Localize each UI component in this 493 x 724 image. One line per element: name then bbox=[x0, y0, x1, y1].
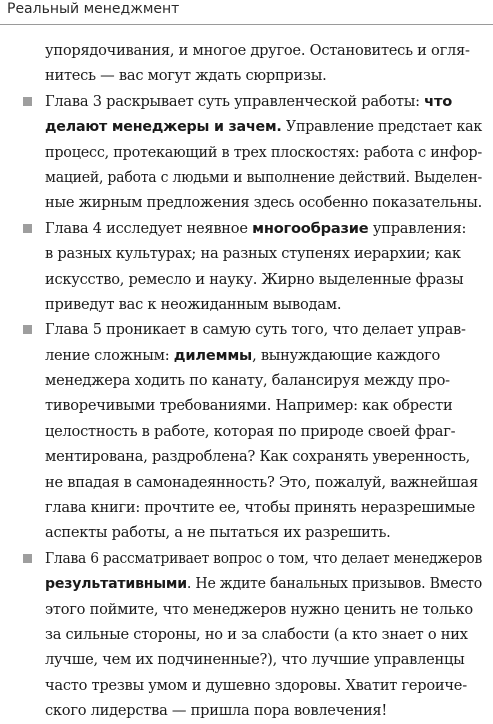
line-content bbox=[45, 165, 482, 190]
line-content bbox=[45, 93, 452, 110]
text-run: в разных культурах; на разных ступенях иерархии; как bbox=[45, 245, 461, 263]
text-line bbox=[0, 317, 493, 342]
text-run: тиворечивыми требованиями. Например: как обрести bbox=[45, 397, 453, 415]
line-content bbox=[45, 651, 465, 668]
text-run: ментирована, раздроблена? Как сохранять уверенность, bbox=[45, 448, 471, 466]
text-run: Глава 4 исследует неявное bbox=[45, 219, 253, 237]
text-line bbox=[0, 597, 493, 622]
running-head: Реальный менеджмент bbox=[7, 1, 180, 17]
text-run: упорядочивания, и многое другое. Остановитесь и огля- bbox=[45, 42, 470, 59]
text-run: лучше, чем их подчиненные?), что лучшие управленцы bbox=[45, 651, 465, 669]
text-line bbox=[0, 520, 493, 545]
bullet-square-icon bbox=[23, 325, 32, 334]
text-line bbox=[0, 368, 493, 393]
text-run: . Не ждите банальных призывов. Вместо bbox=[186, 575, 483, 593]
text-line bbox=[0, 673, 493, 698]
line-content bbox=[45, 601, 473, 618]
text-line bbox=[0, 495, 493, 520]
text-run: Глава 3 раскрывает суть управленческой работы: bbox=[45, 92, 425, 110]
text-line bbox=[0, 63, 493, 88]
text-run: Глава 6 рассматривает вопрос о том, что делает менеджеров bbox=[45, 549, 482, 567]
text-run: аспекты работы, а не пытаться их разрешить. bbox=[45, 524, 391, 542]
text-run: за сильные стороны, но и за слабости (а кто знает о них bbox=[45, 625, 468, 643]
text-line bbox=[0, 292, 493, 317]
text-line bbox=[0, 444, 493, 469]
bullet-square-icon bbox=[23, 554, 32, 563]
bullet-square-icon bbox=[23, 224, 32, 233]
text-line bbox=[0, 571, 493, 596]
text-line bbox=[0, 698, 493, 723]
line-content bbox=[45, 474, 478, 491]
text-run: менеджера ходить по канату, балансируя между про- bbox=[45, 372, 450, 390]
line-content bbox=[45, 42, 470, 59]
text-line bbox=[0, 216, 493, 241]
text-line bbox=[0, 241, 493, 266]
line-content bbox=[45, 546, 482, 571]
line-content bbox=[45, 626, 468, 643]
bold-phrase: дилеммы bbox=[173, 346, 253, 364]
text-line bbox=[0, 190, 493, 215]
header-rule bbox=[0, 24, 493, 25]
text-line bbox=[0, 89, 493, 114]
line-content bbox=[45, 296, 341, 313]
bold-phrase: делают менеджеры и зачем. bbox=[45, 118, 282, 136]
text-line bbox=[0, 622, 493, 647]
line-content bbox=[45, 347, 440, 364]
text-run: , вынуждающие каждого bbox=[252, 346, 441, 364]
text-line bbox=[0, 393, 493, 418]
text-run: управления: bbox=[368, 219, 467, 237]
line-content bbox=[45, 372, 450, 389]
text-run: целостность в работе, которая по природе своей фраг- bbox=[45, 422, 456, 440]
line-content bbox=[45, 321, 466, 338]
bold-phrase: многообразие bbox=[252, 219, 369, 237]
text-line bbox=[0, 165, 493, 190]
text-line bbox=[0, 470, 493, 495]
text-run: ление сложным: bbox=[45, 346, 174, 364]
line-content bbox=[45, 423, 455, 440]
text-line bbox=[0, 38, 493, 63]
text-line bbox=[0, 140, 493, 165]
text-run: процесс, протекающий в трех плоскостях: работа с инфор- bbox=[45, 143, 482, 161]
line-content bbox=[45, 677, 467, 694]
line-content bbox=[45, 190, 482, 215]
text-run: не впадая в самонадеянность? Это, пожалуй, важнейшая bbox=[45, 473, 478, 491]
line-content bbox=[45, 67, 326, 84]
bold-phrase: результативными bbox=[45, 575, 187, 593]
text-line bbox=[0, 114, 493, 139]
line-content bbox=[45, 499, 475, 516]
line-content bbox=[45, 448, 470, 465]
text-run: мацией, работа с людьми и выполнение действий. Выделен- bbox=[45, 168, 482, 186]
line-content bbox=[45, 524, 391, 541]
body-text bbox=[0, 38, 493, 724]
text-line bbox=[0, 419, 493, 444]
text-run: этого поймите, что менеджеров нужно ценить не только bbox=[45, 600, 473, 618]
line-content bbox=[45, 114, 482, 139]
text-line bbox=[0, 546, 493, 571]
text-run: часто трезвы умом и душевно здоровы. Хватит героиче- bbox=[45, 676, 467, 694]
line-content bbox=[45, 702, 387, 719]
line-content bbox=[45, 271, 463, 288]
text-run: ского лидерства — пришла пора вовлечения! bbox=[45, 702, 388, 720]
line-content bbox=[45, 140, 482, 165]
line-content bbox=[45, 571, 482, 596]
text-run: ные жирным предложения здесь особенно показательны. bbox=[45, 194, 482, 212]
bullet-square-icon bbox=[23, 97, 32, 106]
text-run: нитесь — вас могут ждать сюрпризы. bbox=[45, 67, 327, 85]
bold-phrase: что bbox=[424, 92, 453, 110]
text-run: искусство, ремесло и науку. Жирно выделенные фразы bbox=[45, 270, 464, 288]
line-content bbox=[45, 397, 452, 414]
text-run: Глава 5 проникает в самую суть того, что делает управ- bbox=[45, 321, 466, 339]
text-line bbox=[0, 343, 493, 368]
text-line bbox=[0, 647, 493, 672]
text-run: приведут вас к неожиданным выводам. bbox=[45, 295, 342, 313]
text-run: глава книги: прочтите ее, чтобы принять неразрешимые bbox=[45, 499, 476, 517]
line-content bbox=[45, 220, 466, 237]
line-content bbox=[45, 245, 461, 262]
text-run: Управление предстает как bbox=[281, 118, 482, 136]
text-line bbox=[0, 267, 493, 292]
